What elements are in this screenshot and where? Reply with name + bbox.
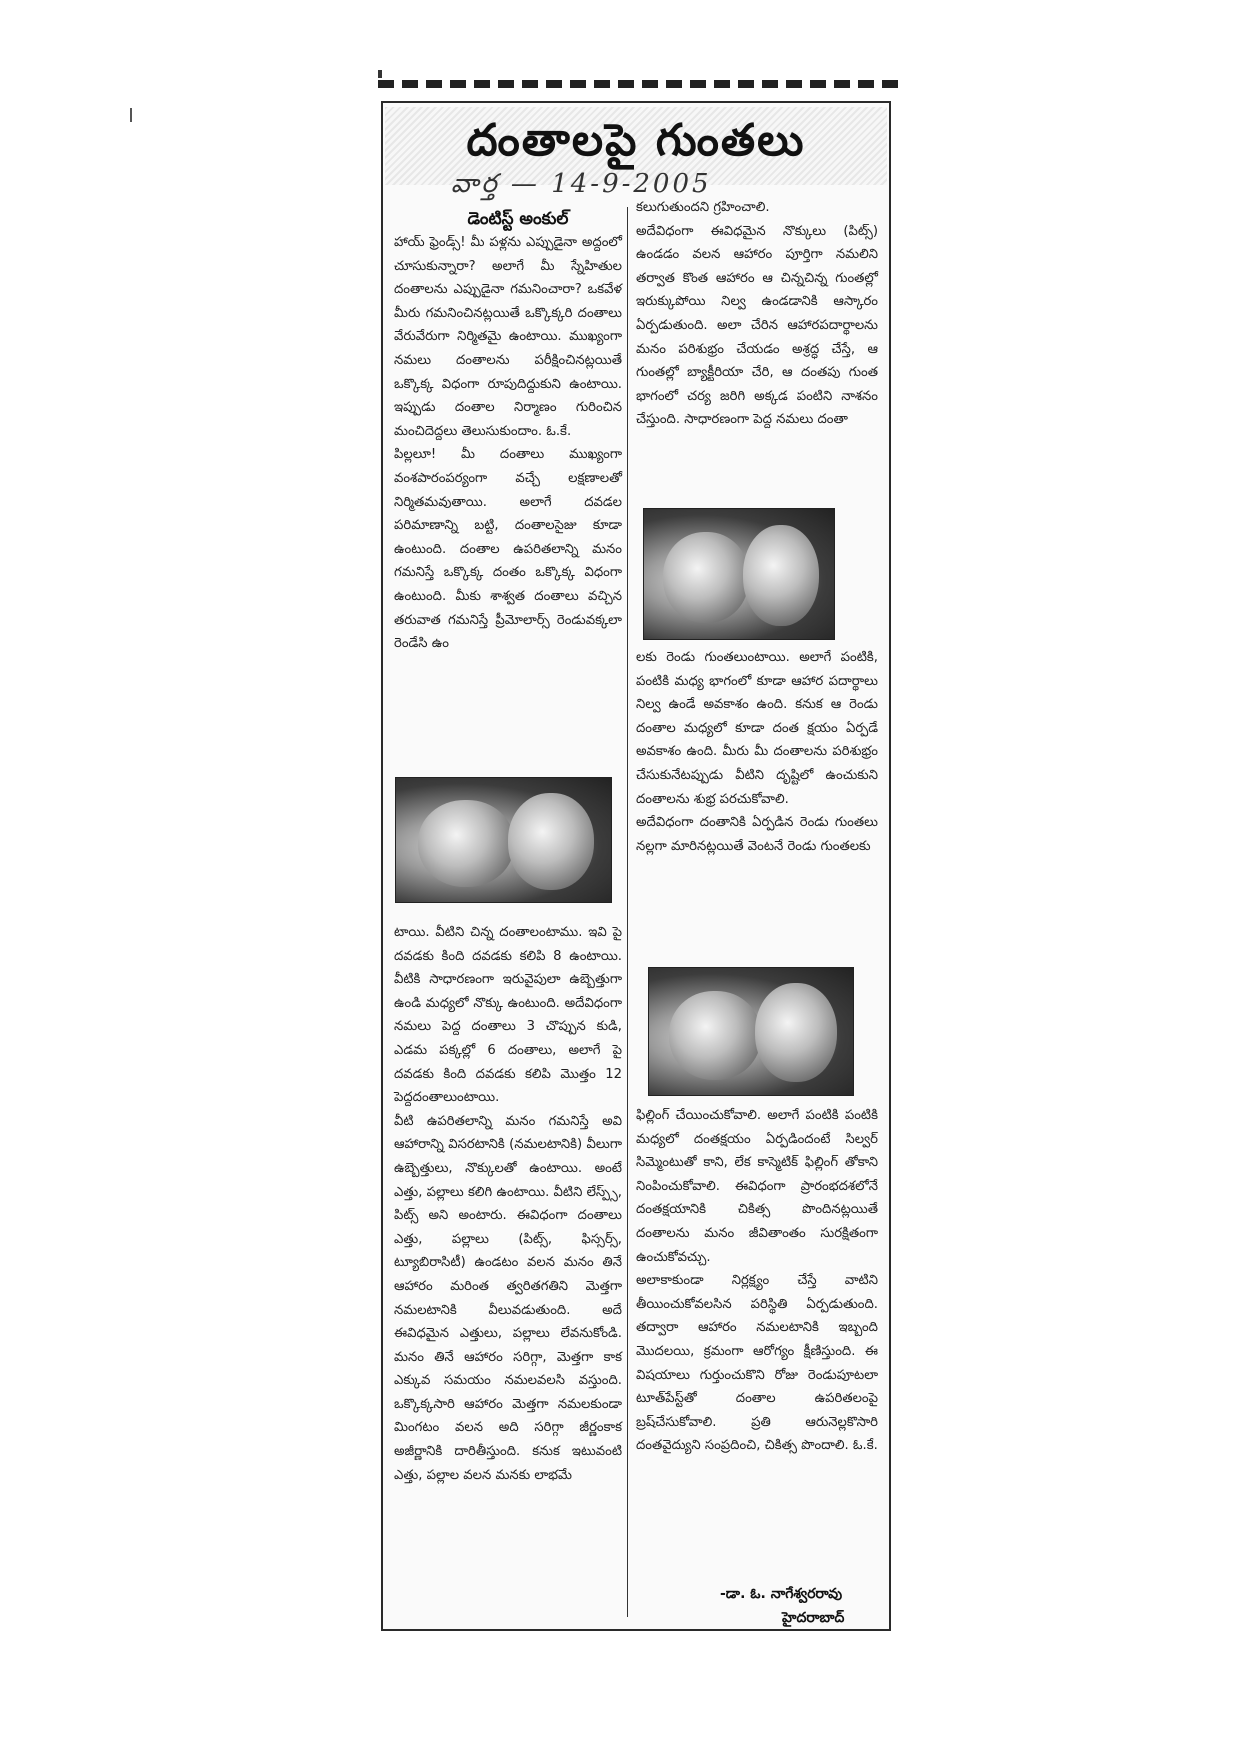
tooth-photo-3 <box>648 967 854 1096</box>
dashed-cut-line <box>378 80 906 88</box>
column-byline: డెంటిస్ట్ అంకుల్ <box>467 209 569 229</box>
author-city: హైదరాబాద్ <box>782 1610 845 1626</box>
column-divider <box>627 207 628 1617</box>
headline: దంతాలపై గుంతలు <box>466 115 806 166</box>
article-right-part-3: ఫిల్లింగ్ చేయించుకోవాలి. అలాగే పంటికి పంటికి మధ్యలో దంతక్షయం ఏర్పడిందంటే సిల్వర్ సిమ్మెంటుతో కాని, లేక కాస్మెటిక్ ఫిల్లింగ్ తోకాని నింపించుకోవాలి. ఈవిధంగా ప్రారంభదశలోనే దంతక్షయానికి చికిత్స పొందినట్లయితే దంతాలను మనం జీవితాంతం సురక్షితంగా ఉంచుకోవచ్చు. అలాకాకుండా నిర్లక్ష్యం చేస్తే వాటిని తీయించుకోవలసిన పరిస్థితి ఏర్పడుతుంది. తద్వారా ఆహారం నమలటానికి ఇబ్బంది మొదలయి, క్రమంగా ఆరోగ్యం క్షీణిస్తుంది. ఈ విషయాలు గుర్తుంచుకొని రోజు రెండుపూటలా టూత్‌పేస్ట్‌తో దంతాల ఉపరితలంపై బ్రష్‌చేసుకోవాలి. ప్రతి ఆరునెల్లకొసారి దంతవైద్యుని సంప్రదించి, చికిత్స పొందాలి. ఓ.కే. <box>636 1108 878 1454</box>
handwritten-date-note: వార్త — 14-9-2005 <box>451 169 712 199</box>
tooth-photo-1 <box>643 508 835 640</box>
scan-edge-mark <box>378 70 382 78</box>
article-right-part-2: లకు రెండు గుంతలుంటాయి. అలాగే పంటికి, పంటికి మధ్య భాగంలో కూడా ఆహార పదార్థాలు నిల్వ ఉండే అవకాశం ఉంది. కనుక ఆ రెండు దంతాల మధ్యలో కూడా దంత క్షయం ఏర్పడే అవకాశం ఉంది. మీరు మీ దంతాలను పరిశుభ్రం చేసుకునేటప్పుడు వీటిని దృష్టిలో ఉంచుకుని దంతాలను శుభ్ర పరచుకోవాలి. అదేవిధంగా దంతానికి ఏర్పడిన రెండు గుంతలు నల్లగా మారినట్లయితే వెంటనే రెండు గుంతలకు <box>636 650 878 854</box>
author-name: -డా. ఓ. నాగేశ్వరరావు <box>720 1586 843 1602</box>
scan-mark <box>130 108 132 122</box>
article-left-part-1: హాయ్ ఫ్రెండ్స్! మీ పళ్లను ఎప్పుడైనా అద్దంలో చూసుకున్నారా? అలాగే మీ స్నేహితుల దంతాలను ఎప్పుడైనా గమనించారా? ఒకవేళ మీరు గమనించినట్లయితే ఒక్కొక్కరి దంతాలు వేరువేరుగా నిర్మితమై ఉంటాయి. ముఖ్యంగా నమలు దంతాలను పరీక్షించినట్లయితే ఒక్కొక్క విధంగా రూపుదిద్దుకుని ఉంటాయి. ఇప్పుడు దంతాల నిర్మాణం గురించిన మంచిదెద్దలు తెలుసుకుందాం. ఓ.కే. పిల్లలూ! మీ దంతాలు ముఖ్యంగా వంశపారంపర్యంగా వచ్చే లక్షణాలతో నిర్మితమవుతాయి. అలాగే దవడల పరిమాణాన్ని బట్టి, దంతాలసైజు కూడా ఉంటుంది. దంతాల ఉపరితలాన్ని మనం గమనిస్తే ఒక్కొక్క దంతం ఒక్కొక్క విధంగా ఉంటుంది. మీకు శాశ్వత దంతాలు వచ్చిన తరువాత గమనిస్తే ప్రీమోలార్స్ రెండువక్కలా రెండేసి ఉం <box>394 235 622 652</box>
article-left-part-2: టాయి. వీటిని చిన్న దంతాలంటాము. ఇవి పై దవడకు కింది దవడకు కలిపి 8 ఉంటాయి. వీటికి సాధారణంగా ఇరువైపులా ఉబ్బెత్తుగా ఉండి మధ్యలో నొక్కు ఉంటుంది. అదేవిధంగా నమలు పెద్ద దంతాలు 3 చొప్పున కుడి, ఎడమ పక్కల్లో 6 దంతాలు, అలాగే పై దవడకు కింది దవడకు కలిపి మొత్తం 12 పెద్దదంతాలుంటాయి. వీటి ఉపరితలాన్ని మనం గమనిస్తే అవి ఆహారాన్ని విసరటానికి (నమలటానికి) వీలుగా ఉబ్బెత్తులు, నొక్కులతో ఉంటాయి. అంటే ఎత్తు, పల్లాలు కలిగి ఉంటాయి. వీటిని లేస్ప్స్, పిట్స్ అని అంటారు. ఈవిధంగా దంతాలు ఎత్తు, పల్లాలు (పిట్స్, ఫిస్సర్స్, ట్యూబిరాసిటీ) ఉండటం వలన మనం తినే ఆహారం మరింత త్వరితగతిని మెత్తగా నమలటానికి వీలువడుతుంది. అదే ఈవిధమైన ఎత్తులు, పల్లాలు లేవనుకోండి. మనం తినే ఆహారం సరిగ్గా, మెత్తగా కాక ఎక్కువ సమయం నమలవలసి వస్తుంది. ఒక్కొక్కసారి ఆహారం మెత్తగా నమలకుండా మింగటం వలన అది సరిగ్గా జీర్ణంకాక అజీర్ణానికి దారితీస్తుంది. కనుక ఇటువంటి ఎత్తు, పల్లాల వలన మనకు లాభమే <box>394 925 622 1483</box>
tooth-photo-2 <box>395 777 612 903</box>
article-right-part-1: కలుగుతుందని గ్రహించాలి. అదేవిధంగా ఈవిధమైన నొక్కులు (పిట్స్) ఉండడం వలన ఆహారం పూర్తిగా నమలిని తర్వాత కొంత ఆహారం ఆ చిన్నచిన్న గుంతల్లో ఇరుక్కుపోయి నిల్వ ఉండడానికి ఆస్కారం ఏర్పడుతుంది. అలా చేరిన ఆహారపదార్థాలను మనం పరిశుభ్రం చేయడం అశ్రద్ధ చేస్తే, ఆ గుంతల్లో బ్యాక్టీరియా చేరి, ఆ దంతపు గుంత భాగంలో చర్య జరిగి అక్కడ పంటిని నాశనం చేస్తుంది. సాధారణంగా పెద్ద నమలు దంతా <box>636 200 878 428</box>
